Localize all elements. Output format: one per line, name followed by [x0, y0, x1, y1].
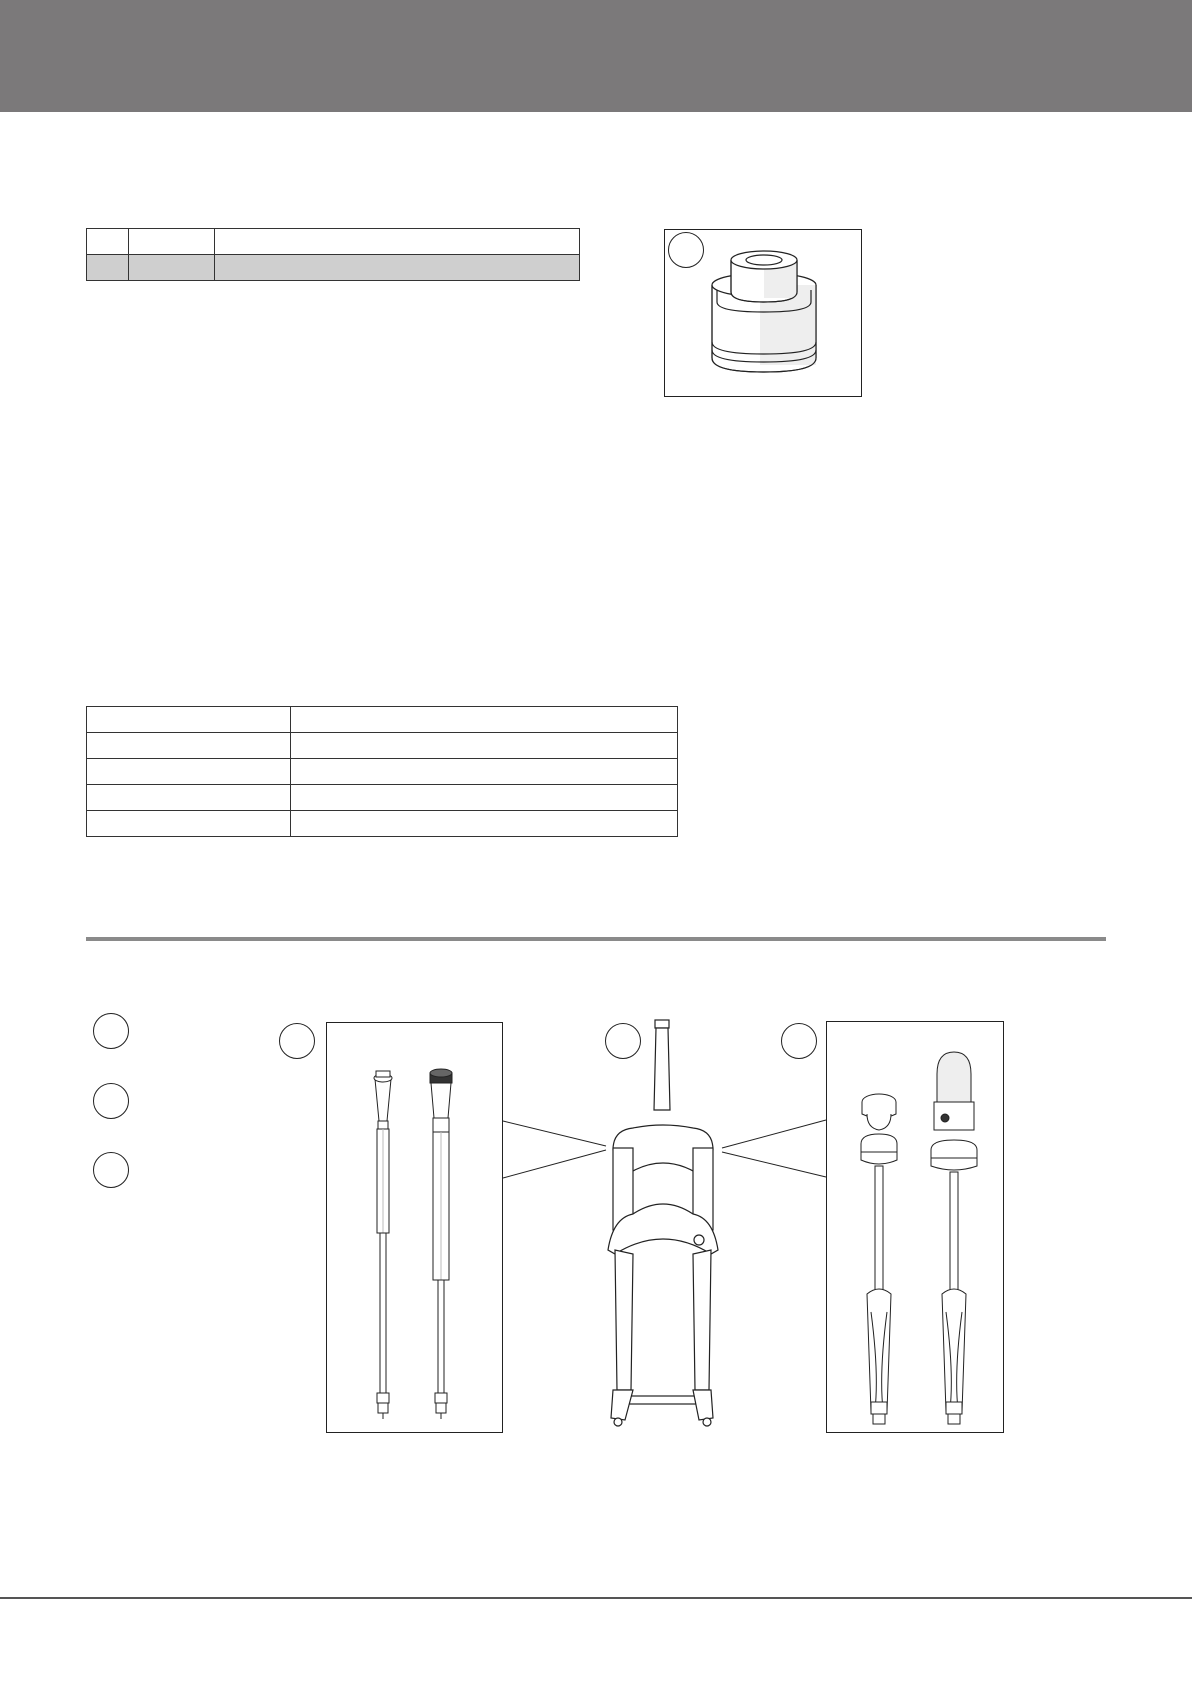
table-cell: [291, 707, 678, 733]
table-row: [87, 255, 580, 281]
table-cell: [87, 255, 129, 281]
table-row: [87, 811, 678, 837]
legend-marker: [93, 1152, 129, 1188]
legend-marker: [93, 1013, 129, 1049]
callout-circle: [279, 1023, 315, 1059]
footer-rule: [0, 1597, 1192, 1599]
table-cell: [129, 229, 215, 255]
table-cell: [291, 785, 678, 811]
table-cell: [87, 733, 291, 759]
callout-circle: [605, 1023, 641, 1059]
parts-table: [86, 228, 580, 281]
table-cell: [129, 255, 215, 281]
damper-assemblies-illustration: [827, 1022, 1005, 1434]
air-spring-shafts-illustration: [327, 1023, 504, 1434]
table-cell: [87, 229, 129, 255]
callout-circle: [668, 232, 704, 268]
table-cell: [87, 785, 291, 811]
table-cell: [291, 811, 678, 837]
table-cell: [215, 229, 580, 255]
specification-table: [86, 706, 678, 837]
table-row: [87, 759, 678, 785]
table-cell: [291, 759, 678, 785]
table-cell: [291, 733, 678, 759]
table-row: [87, 785, 678, 811]
table-cell: [87, 707, 291, 733]
table-cell: [87, 759, 291, 785]
inset-frame-right: [826, 1021, 1004, 1433]
table-row: [87, 733, 678, 759]
header-bar: [0, 0, 1192, 112]
suspension-fork-illustration: [603, 1018, 723, 1438]
legend-marker: [93, 1083, 129, 1119]
callout-circle: [781, 1023, 817, 1059]
table-cell: [215, 255, 580, 281]
table-row: [87, 707, 678, 733]
section-divider: [86, 937, 1106, 941]
table-cell: [87, 811, 291, 837]
inset-frame-left: [326, 1022, 503, 1433]
table-row: [87, 229, 580, 255]
